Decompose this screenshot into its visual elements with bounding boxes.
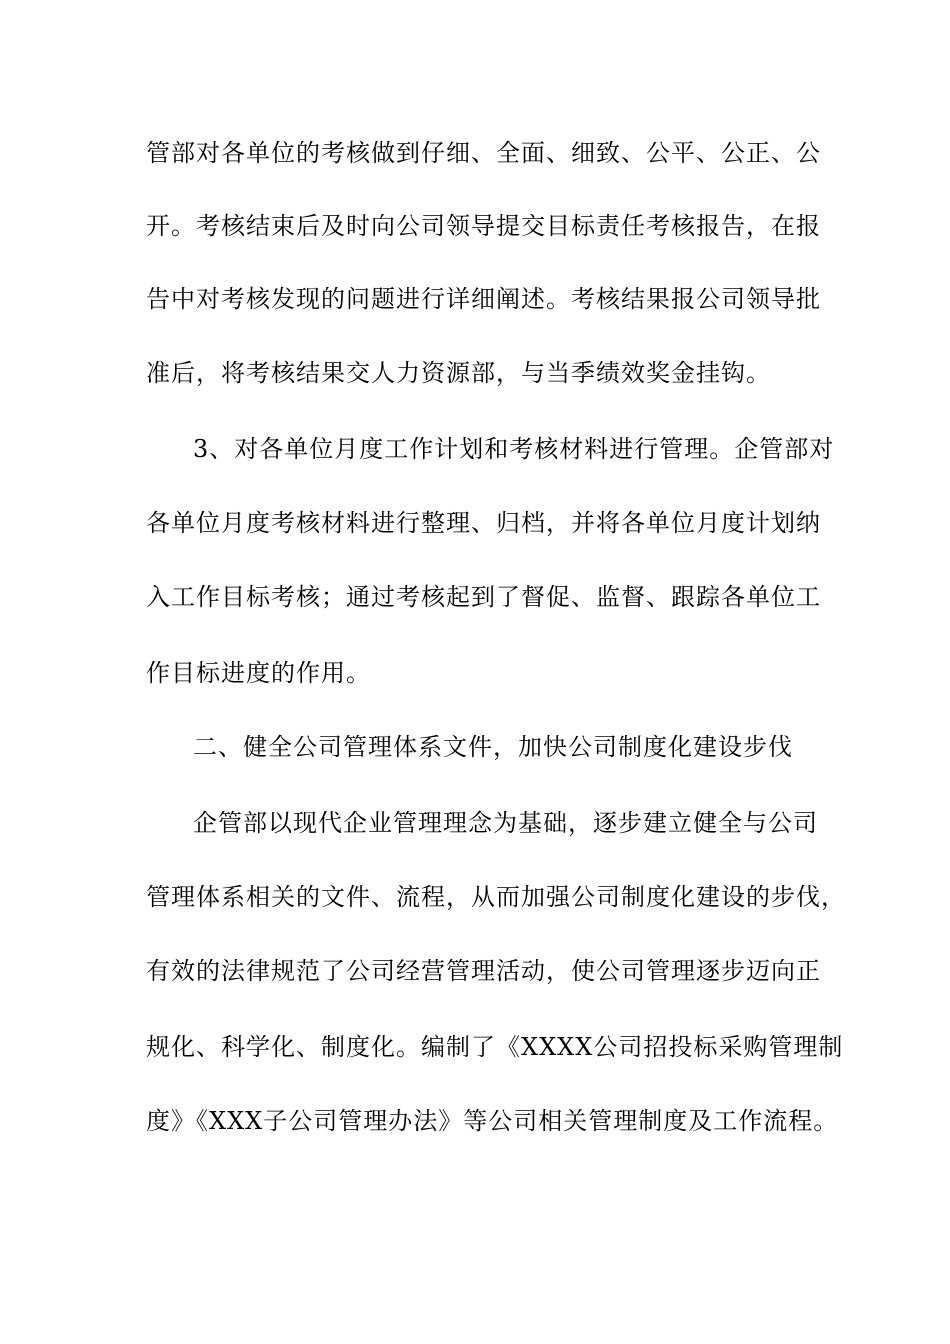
paragraph-line: 开。考核结束后及时向公司领导提交目标责任考核报告，在报: [146, 212, 821, 240]
paragraph-line: 有效的法律规范了公司经营管理活动，使公司管理逐步迈向正: [146, 957, 821, 985]
paragraph-line: 作目标进度的作用。: [146, 659, 371, 687]
paragraph-line: 入工作目标考核；通过考核起到了督促、监督、跟踪各单位工: [146, 583, 821, 611]
paragraph-line: 规化、科学化、制度化。编制了《XXXX公司招投标采购管理制: [146, 1033, 844, 1061]
paragraph-line: 3、对各单位月度工作计划和考核材料进行管理。企管部对: [193, 435, 835, 463]
paragraph-line: 准后，将考核结果交人力资源部，与当季绩效奖金挂钩。: [146, 359, 771, 387]
paragraph-line: 管理体系相关的文件、流程，从而加强公司制度化建设的步伐，: [146, 883, 846, 911]
paragraph-line: 各单位月度考核材料进行整理、归档，并将各单位月度计划纳: [146, 509, 821, 537]
paragraph-line: 告中对考核发现的问题进行详细阐述。考核结果报公司领导批: [146, 285, 821, 313]
paragraph-line: 企管部以现代企业管理理念为基础，逐步建立健全与公司: [193, 809, 818, 837]
paragraph-line: 管部对各单位的考核做到仔细、全面、细致、公平、公正、公: [146, 139, 821, 167]
paragraph-line: 度》《XXX子公司管理办法》等公司相关管理制度及工作流程。: [146, 1107, 839, 1135]
section-heading: 二、健全公司管理体系文件，加快公司制度化建设步伐: [193, 733, 793, 761]
